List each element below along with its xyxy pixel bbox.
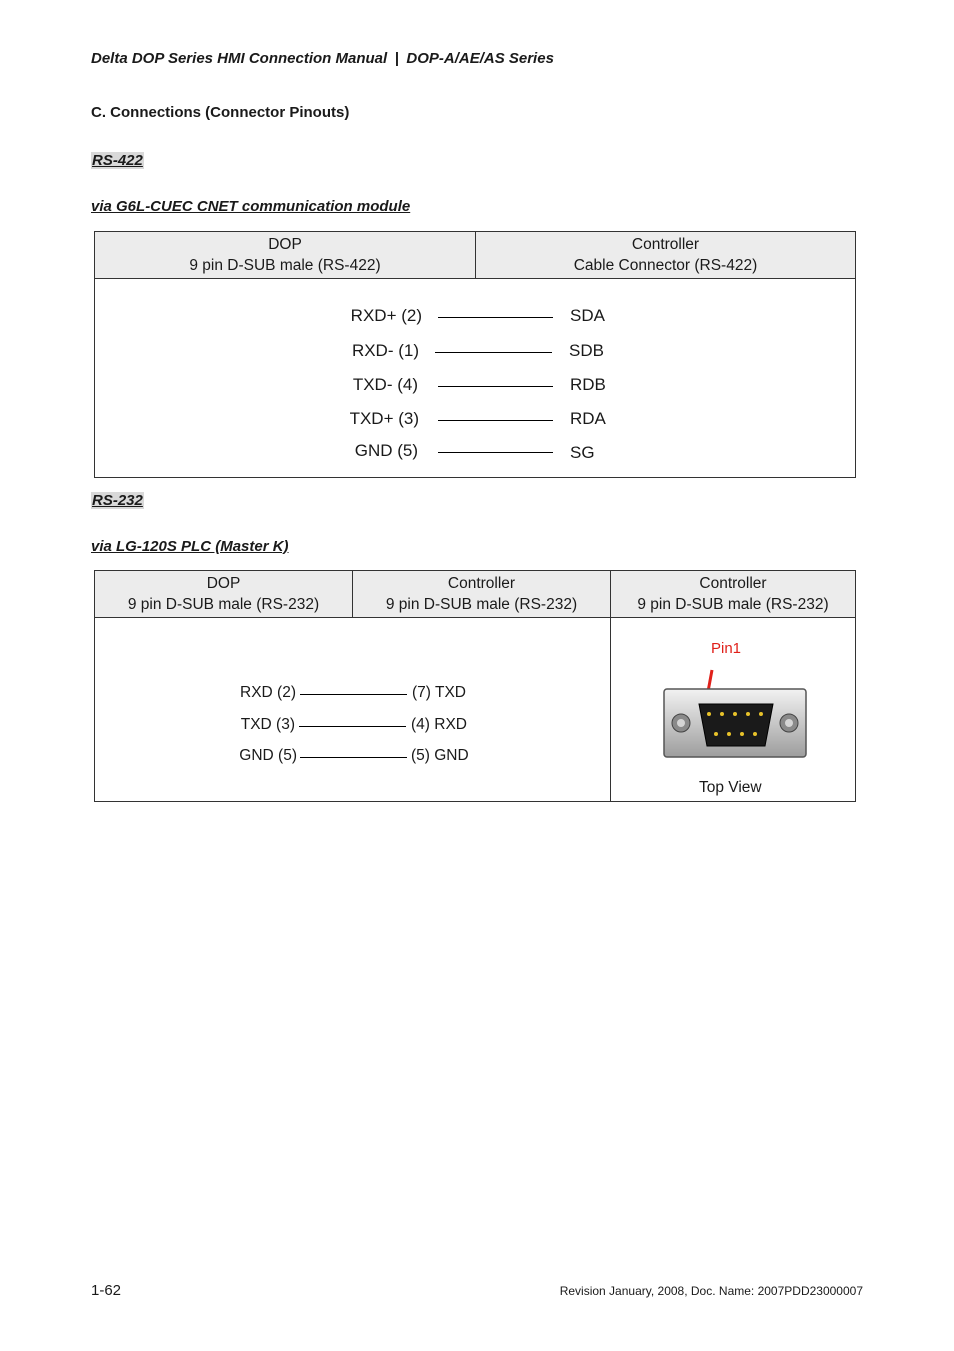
- header-line2: 9 pin D-SUB male (RS-422): [189, 257, 381, 274]
- pin-left-label: TXD (3): [240, 716, 295, 733]
- revision-note: Revision January, 2008, Doc. Name: 2007PDD23000007: [559, 1284, 863, 1298]
- wire-line: [438, 386, 553, 387]
- wire-line: [438, 317, 553, 318]
- pin-right-label: (7) TXD: [412, 684, 466, 701]
- rs232-header-controller-2: [611, 571, 856, 618]
- wire-line: [435, 352, 552, 353]
- rs232-header-controller: [353, 571, 611, 618]
- pin-right-label: SG: [570, 443, 595, 462]
- header-line2: 9 pin D-SUB male (RS-232): [637, 596, 829, 613]
- pin-right-label: (4) RXD: [411, 716, 467, 733]
- wire-line: [299, 726, 406, 727]
- rs232-table: [94, 570, 856, 802]
- pin-right-label: SDA: [570, 306, 605, 325]
- header-line2: 9 pin D-SUB male (RS-232): [385, 596, 578, 613]
- rs422-table: [94, 231, 856, 478]
- header-line1: Controller: [699, 575, 767, 592]
- rs232-wiring-cell: [95, 618, 611, 802]
- section-title: C. Connections (Connector Pinouts): [91, 104, 350, 121]
- header-line2: Cable Connector (RS-422): [573, 257, 758, 274]
- pin-right-label: SDB: [569, 341, 604, 360]
- pin-right-label: (5) GND: [411, 747, 469, 764]
- wire-line: [300, 694, 407, 695]
- header-line2: 9 pin D-SUB male (RS-232): [127, 596, 320, 613]
- header-line1: Controller: [447, 575, 516, 592]
- rs232-header-dop: [95, 571, 353, 618]
- pin-left-label: RXD+ (2): [350, 306, 422, 325]
- header-line1: DOP: [206, 575, 241, 592]
- header-line1: Controller: [631, 236, 700, 253]
- rs422-via: via G6L-CUEC CNET communication module: [91, 198, 411, 215]
- pin-left-label: TXD+ (3): [349, 409, 419, 428]
- pin-left-label: GND (5): [354, 441, 418, 460]
- rs422-wiring-cell: [95, 279, 856, 478]
- rs232-connector-cell: [611, 618, 856, 802]
- pin-left-label: RXD (2): [240, 684, 296, 701]
- document-header: Delta DOP Series HMI Connection Manual | DOP-A/AE/AS Series: [91, 50, 554, 67]
- rs422-wiring: [95, 279, 855, 477]
- header-line1: DOP: [268, 236, 302, 253]
- pin1-label: Pin1: [711, 640, 742, 657]
- wire-line: [300, 757, 407, 758]
- pin-right-label: RDB: [570, 375, 606, 394]
- connector-figure: [611, 618, 855, 801]
- pin-right-label: RDA: [570, 409, 606, 428]
- rs232-tag: RS-232: [92, 492, 143, 509]
- connector-face: [699, 704, 773, 746]
- db9-connector-icon: [661, 664, 809, 760]
- rs232-via: via LG-120S PLC (Master K): [91, 538, 289, 555]
- rs422-header-dop: [95, 232, 476, 279]
- rs232-wiring: [95, 618, 610, 801]
- rs232-heading: [91, 492, 144, 510]
- pin-left-label: GND (5): [239, 747, 297, 764]
- top-view-caption: Top View: [699, 779, 762, 796]
- rs422-header-controller: [476, 232, 856, 279]
- rs422-tag: RS-422: [92, 152, 143, 169]
- wire-line: [438, 452, 553, 453]
- pin-left-label: RXD- (1): [351, 341, 419, 360]
- page-number: 1-62: [91, 1282, 122, 1299]
- pin-left-label: TXD- (4): [352, 375, 418, 394]
- rs422-heading: [91, 152, 144, 170]
- wire-line: [438, 420, 553, 421]
